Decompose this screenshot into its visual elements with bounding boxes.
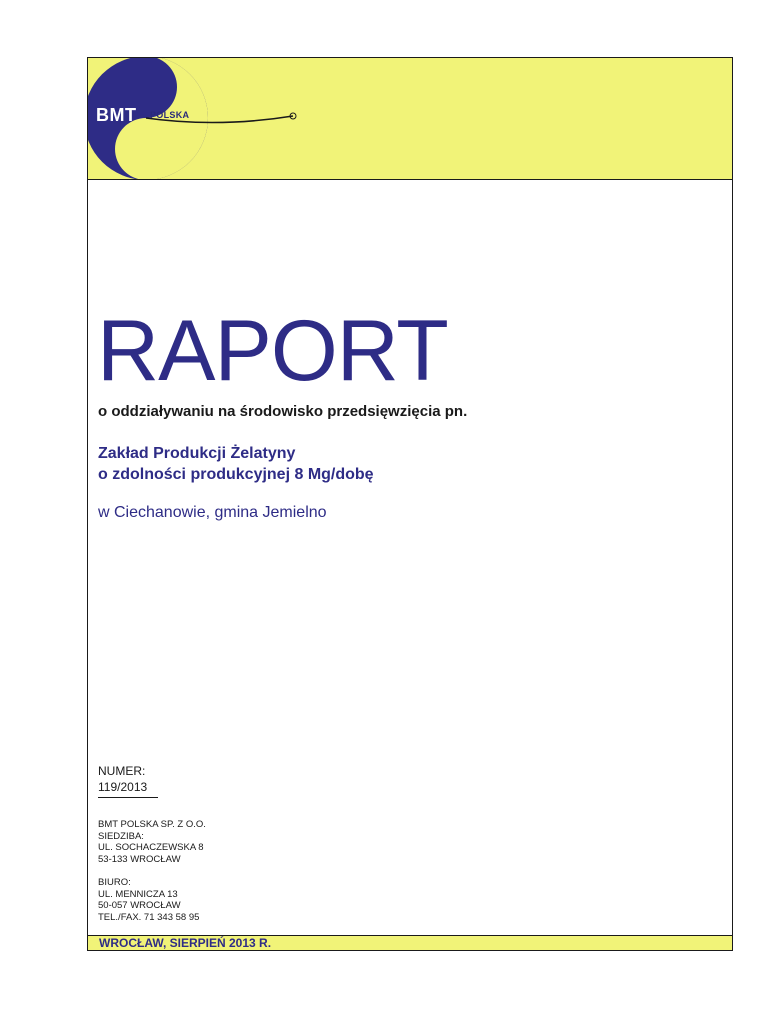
office-label: BIURO: bbox=[98, 877, 131, 888]
number-divider bbox=[98, 797, 158, 798]
office-city: 50-057 WROCŁAW bbox=[98, 900, 181, 911]
cover-page bbox=[87, 57, 733, 951]
office-street: UL. MENNICZA 13 bbox=[98, 888, 178, 900]
project-line-1: Zakład Produkcji Żelatyny bbox=[98, 445, 296, 462]
company-logo bbox=[88, 58, 303, 179]
logo-text-secondary: POLSKA bbox=[150, 110, 190, 120]
hq-city: 53-133 WROCŁAW bbox=[98, 853, 181, 865]
number-label: NUMER: bbox=[98, 764, 146, 778]
hq-label: SIEDZIBA: bbox=[98, 830, 144, 842]
hq-street: UL. SOCHACZEWSKA 8 bbox=[98, 842, 204, 853]
office-phone: TEL./FAX. 71 343 58 95 bbox=[98, 911, 200, 923]
project-name bbox=[98, 443, 374, 485]
number-value: 119/2013 bbox=[98, 780, 148, 794]
footer-place-date: WROCŁAW, SIERPIEŃ 2013 R. bbox=[99, 936, 272, 950]
report-title: RAPORT bbox=[97, 303, 448, 399]
project-line-2: o zdolności produkcyjnej 8 Mg/dobę bbox=[98, 466, 374, 483]
footer-band bbox=[88, 935, 732, 950]
project-location: w Ciechanowie, gmina Jemielno bbox=[98, 504, 327, 521]
company-name: BMT POLSKA SP. Z O.O. bbox=[98, 819, 206, 830]
logo-text-primary: BMT bbox=[96, 105, 137, 125]
header-band bbox=[88, 58, 732, 180]
company-address bbox=[98, 819, 206, 865]
report-subtitle: o oddziaływaniu na środowisko przedsięwzięcia pn. bbox=[98, 403, 468, 420]
office-address bbox=[98, 877, 199, 923]
